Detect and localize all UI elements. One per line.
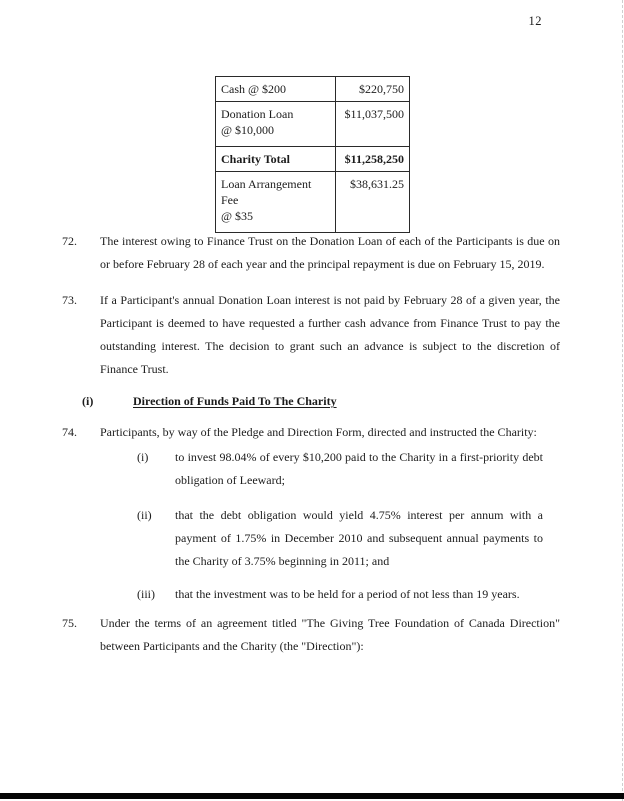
subitem-iii [137, 583, 562, 606]
table-cell-label: Loan Arrangement Fee @ $35 [216, 172, 336, 233]
section-heading-title: Direction of Funds Paid To The Charity [133, 394, 337, 408]
table-cell-label: Donation Loan @ $10,000 [216, 102, 336, 147]
table-row-total [216, 147, 410, 172]
paragraph-73 [62, 289, 562, 381]
subitem-number: (i) [137, 450, 149, 464]
paragraph-text: The interest owing to Finance Trust on the Donation Loan of each of the Participants is due on or before February 28 of each year and the principal repayment is due on February 15, 2019. [100, 234, 560, 271]
subitem-number: (iii) [137, 587, 155, 601]
table-cell-value: $220,750 [336, 77, 410, 102]
scan-bottom-bar-artifact [0, 793, 624, 799]
subitem-text: to invest 98.04% of every $10,200 paid to the Charity in a first-priority debt obligation of Leeward; [175, 450, 543, 487]
table-cell-label: Cash @ $200 [216, 77, 336, 102]
document-body [62, 230, 562, 658]
table-cell-value: $11,037,500 [336, 102, 410, 147]
financial-summary-table [215, 76, 410, 233]
table-cell-value: $11,258,250 [336, 147, 410, 172]
subitem-i [137, 446, 562, 492]
table-cell-value: $38,631.25 [336, 172, 410, 233]
table-cell-label: Charity Total [216, 147, 336, 172]
subitem-text: that the debt obligation would yield 4.75% interest per annum with a payment of 1.75% in December 2010 and subsequent annual payments to the Charity of 3.75% beginning in 2011; and [175, 508, 543, 568]
paragraph-number: 75. [62, 616, 77, 630]
paragraph-74 [62, 421, 562, 444]
section-heading [82, 390, 562, 413]
paragraph-number: 73. [62, 293, 77, 307]
table-row [216, 77, 410, 102]
paragraph-text: Under the terms of an agreement titled "The Giving Tree Foundation of Canada Direction" between Participants and the Charity (the "Direction"): [100, 616, 560, 653]
scan-edge-artifact [622, 0, 623, 801]
table-row [216, 172, 410, 233]
paragraph-text: If a Participant's annual Donation Loan interest is not paid by February 28 of a given year, the Participant is deemed to have requested a further cash advance from Finance Trust to pay the outstanding interest. The decision to grant such an advance is subject to the discretion of Finance Trust. [100, 293, 560, 376]
paragraph-text: Participants, by way of the Pledge and Direction Form, directed and instructed the Charity: [100, 425, 537, 439]
paragraph-number: 72. [62, 234, 77, 248]
section-heading-number: (i) [82, 394, 94, 408]
page-number: 12 [528, 14, 542, 28]
subitem-number: (ii) [137, 508, 152, 522]
subitem-text: that the investment was to be held for a period of not less than 19 years. [175, 587, 520, 601]
subitem-ii [137, 504, 562, 573]
table-row [216, 102, 410, 147]
paragraph-72 [62, 230, 562, 276]
paragraph-75 [62, 612, 562, 658]
paragraph-number: 74. [62, 425, 77, 439]
